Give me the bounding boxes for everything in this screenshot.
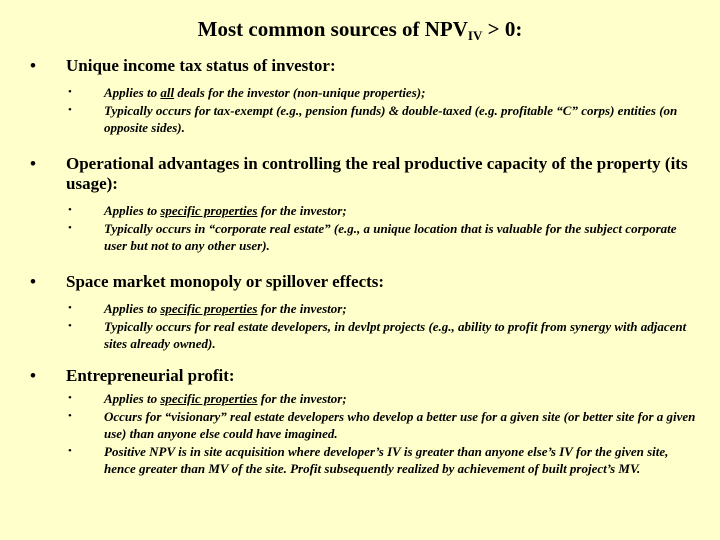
title-main: Most common sources of NPV <box>197 17 468 41</box>
section-bullet: • <box>30 272 36 291</box>
section-heading: Operational advantages in controlling the real productive capacity of the property (its usage): <box>66 154 688 193</box>
section-items <box>0 202 720 255</box>
section-items <box>0 390 720 478</box>
item-text: Applies to <box>104 391 161 406</box>
section-items <box>0 84 720 137</box>
item-bullet: • <box>68 86 72 98</box>
list-item <box>0 220 720 254</box>
item-bullet: • <box>68 392 72 404</box>
list-item <box>0 408 720 442</box>
item-bullet: • <box>68 445 72 457</box>
title-rest: > 0: <box>482 17 523 41</box>
section-heading: Unique income tax status of investor: <box>66 56 336 75</box>
item-underlined: specific properties <box>160 203 258 218</box>
item-text-end: for the investor; <box>257 301 347 316</box>
list-item <box>0 202 720 219</box>
item-text: Applies to <box>104 85 161 100</box>
section-bullet: • <box>30 56 36 75</box>
list-item <box>0 443 720 477</box>
item-text: Occurs for “visionary” real estate developers who develop a better use for a given site (or better site for a given use) than anyone else could have imagined. <box>104 409 696 441</box>
item-text: Applies to <box>104 301 161 316</box>
item-text: Positive NPV is in site acquisition where developer’s IV is greater than anyone else’s IV for the given site, hence greater than MV of the site. Profit subsequently realized by achievement of built project’s MV. <box>104 444 669 476</box>
item-underlined: specific properties <box>160 301 258 316</box>
section-heading: Space market monopoly or spillover effects: <box>66 272 385 291</box>
section-bullet: • <box>30 154 36 173</box>
list-item <box>0 102 720 136</box>
title-subscript: IV <box>467 28 483 43</box>
list-item <box>0 318 720 352</box>
item-text: Typically occurs for tax-exempt (e.g., pension funds) & double-taxed (e.g. profitable “C” corps) entities (on opposite sides). <box>104 103 678 135</box>
item-bullet: • <box>68 204 72 216</box>
item-bullet: • <box>68 410 72 422</box>
item-bullet: • <box>68 320 72 332</box>
item-underlined: all <box>160 85 175 100</box>
item-text-end: for the investor; <box>257 391 347 406</box>
list-item <box>0 84 720 101</box>
item-bullet: • <box>68 222 72 234</box>
section-heading: Entrepreneurial profit: <box>66 366 235 385</box>
item-text-end: deals for the investor (non-unique properties); <box>174 85 426 100</box>
section-bullet: • <box>30 366 36 385</box>
item-text: Typically occurs for real estate developers, in devlpt projects (e.g., ability to profit from synergy with adjacent sites already owned). <box>104 319 687 351</box>
list-item <box>0 300 720 317</box>
item-bullet: • <box>68 302 72 314</box>
section-items <box>0 300 720 353</box>
item-text: Applies to <box>104 203 161 218</box>
item-text: Typically occurs in “corporate real estate” (e.g., a unique location that is valuable for the subject corporate user but not to any other user). <box>104 221 677 253</box>
item-bullet: • <box>68 104 72 116</box>
slide-title <box>0 16 720 49</box>
item-text-end: for the investor; <box>257 203 347 218</box>
item-underlined: specific properties <box>160 391 258 406</box>
list-item <box>0 390 720 407</box>
